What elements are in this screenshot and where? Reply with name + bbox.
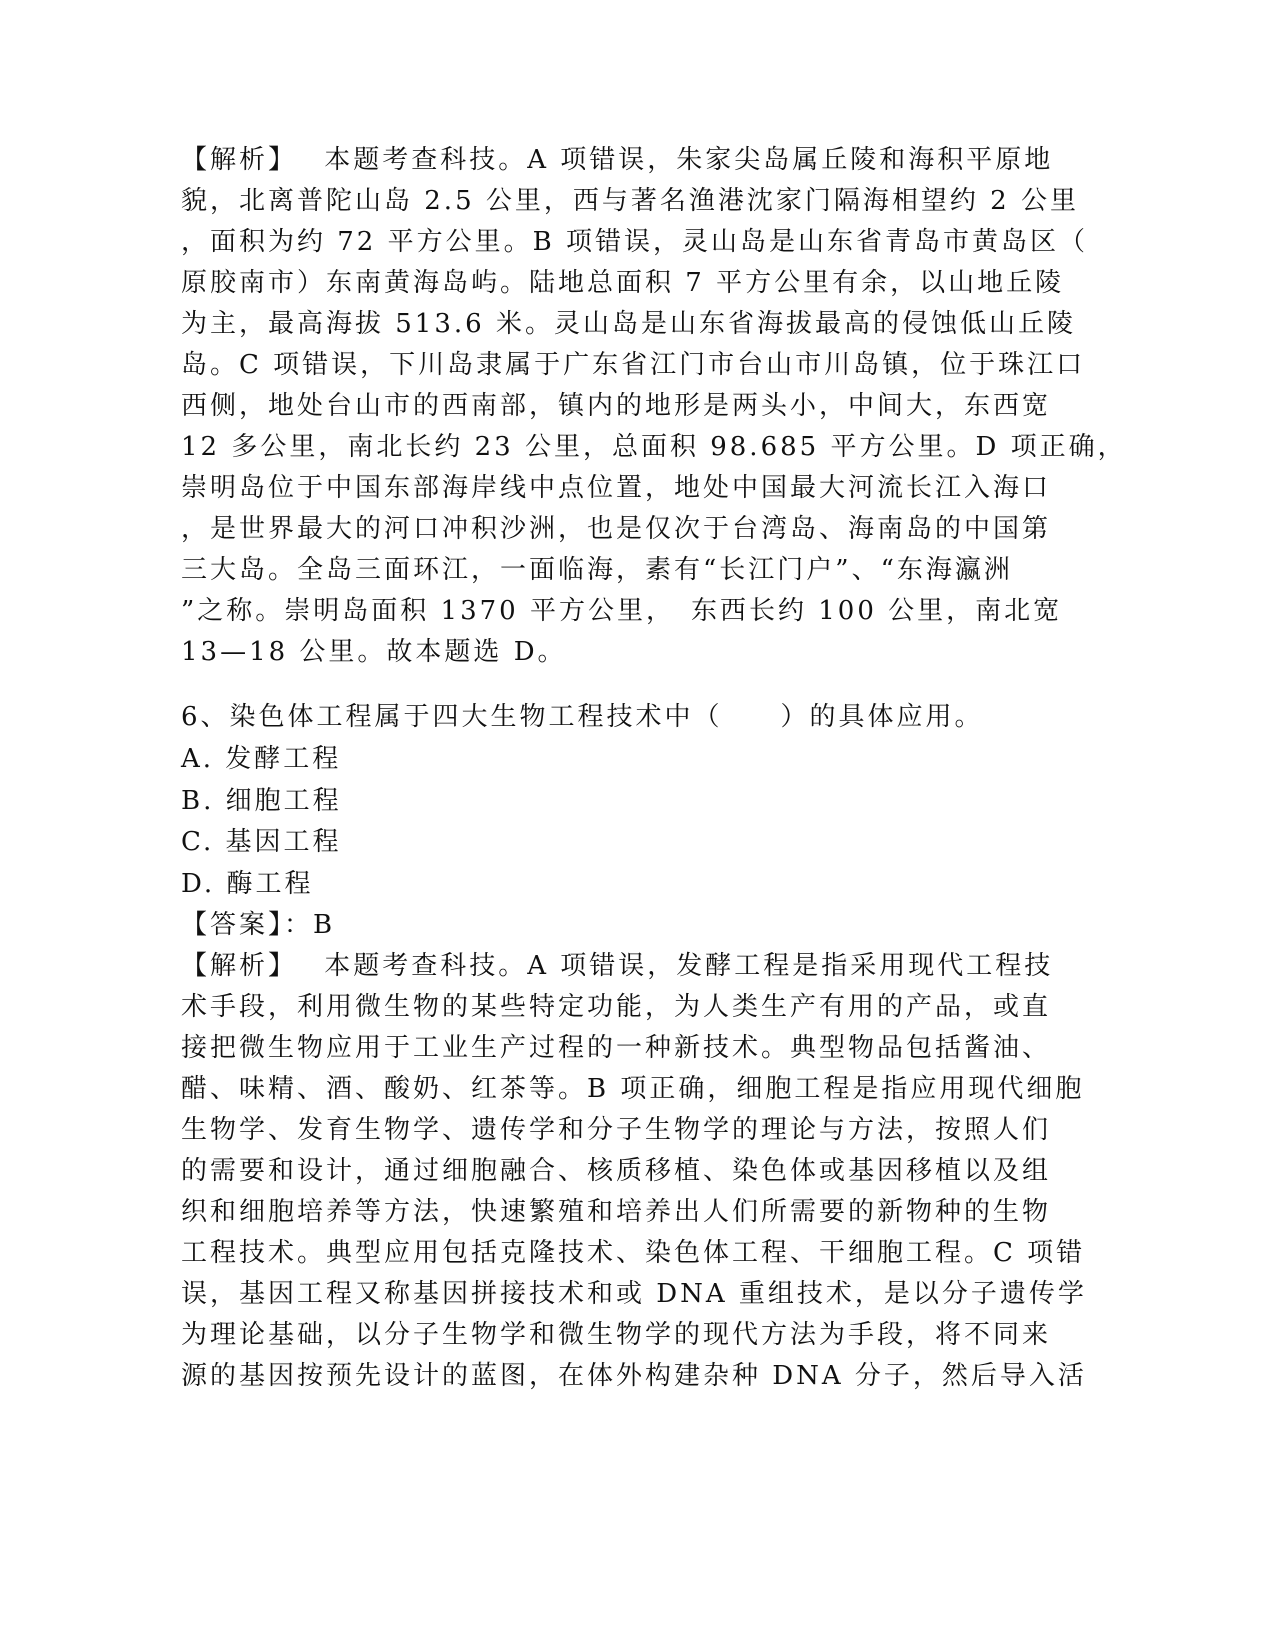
explanation-line: 醋、味精、酒、酸奶、红茶等。B 项正确，细胞工程是指应用现代细胞 — [181, 1074, 1085, 1104]
explanation-line: 为理论基础，以分子生物学和微生物学的现代方法为手段，将不同来 — [181, 1320, 1052, 1350]
prev-explanation-line: 崇明岛位于中国东部海岸线中点位置，地处中国最大河流长江入海口 — [181, 473, 1052, 503]
option-d: D. 酶工程 — [181, 869, 314, 899]
prev-explanation-line: ，面积为约 72 平方公里。B 项错误，灵山岛是山东省青岛市黄岛区（ — [181, 227, 1088, 257]
explanation-line: 接把微生物应用于工业生产过程的一种新技术。典型物品包括酱油、 — [181, 1033, 1052, 1063]
prev-explanation-line: 13—18 公里。故本题选 D。 — [181, 637, 567, 667]
explanation-line: 术手段，利用微生物的某些特定功能，为人类生产有用的产品，或直 — [181, 992, 1052, 1022]
prev-explanation-line: 为主，最高海拔 513.6 米。灵山岛是山东省海拔最高的侵蚀低山丘陵 — [181, 309, 1076, 339]
prev-explanation-line: ”之称。崇明岛面积 1370 平方公里， 东西长约 100 公里，南北宽 — [181, 596, 1063, 626]
explanation-line: 生物学、发育生物学、遗传学和分子生物学的理论与方法，按照人们 — [181, 1115, 1052, 1145]
option-a: A. 发酵工程 — [181, 744, 342, 774]
explanation-line: 织和细胞培养等方法，快速繁殖和培养出人们所需要的新物种的生物 — [181, 1197, 1052, 1227]
prev-explanation-line: 12 多公里，南北长约 23 公里，总面积 98.685 平方公里。D 项正确， — [181, 432, 1127, 462]
explanation-line: 【解析】 本题考查科技。A 项错误，发酵工程是指采用现代工程技 — [181, 951, 1054, 981]
question-stem: 6、染色体工程属于四大生物工程技术中（ ）的具体应用。 — [181, 702, 984, 732]
prev-explanation-line: 岛。C 项错误，下川岛隶属于广东省江门市台山市川岛镇，位于珠江口 — [181, 350, 1086, 380]
prev-explanation-line: 【解析】 本题考查科技。A 项错误，朱家尖岛属丘陵和海积平原地 — [181, 145, 1054, 175]
prev-explanation-line: 西侧，地处台山市的西南部，镇内的地形是两头小，中间大，东西宽 — [181, 391, 1052, 421]
prev-explanation-line: 貌，北离普陀山岛 2.5 公里，西与著名渔港沈家门隔海相望约 2 公里 — [181, 186, 1079, 216]
explanation-line: 源的基因按预先设计的蓝图，在体外构建杂种 DNA 分子，然后导入活 — [181, 1361, 1087, 1391]
option-b: B. 细胞工程 — [181, 786, 342, 816]
explanation-line: 工程技术。典型应用包括克隆技术、染色体工程、干细胞工程。C 项错 — [181, 1238, 1086, 1268]
prev-explanation-line: 三大岛。全岛三面环江，一面临海，素有“长江门户”、“东海瀛洲 — [181, 555, 1013, 585]
prev-explanation-line: ，是世界最大的河口冲积沙洲，也是仅次于台湾岛、海南岛的中国第 — [181, 514, 1052, 544]
explanation-line: 的需要和设计，通过细胞融合、核质移植、染色体或基因移植以及组 — [181, 1156, 1052, 1186]
option-c: C. 基因工程 — [181, 827, 342, 857]
prev-explanation-line: 原胶南市）东南黄海岛屿。陆地总面积 7 平方公里有余，以山地丘陵 — [181, 268, 1065, 298]
explanation-line: 误，基因工程又称基因拼接技术和或 DNA 重组技术，是以分子遗传学 — [181, 1279, 1087, 1309]
answer-line: 【答案】：B — [181, 910, 336, 940]
